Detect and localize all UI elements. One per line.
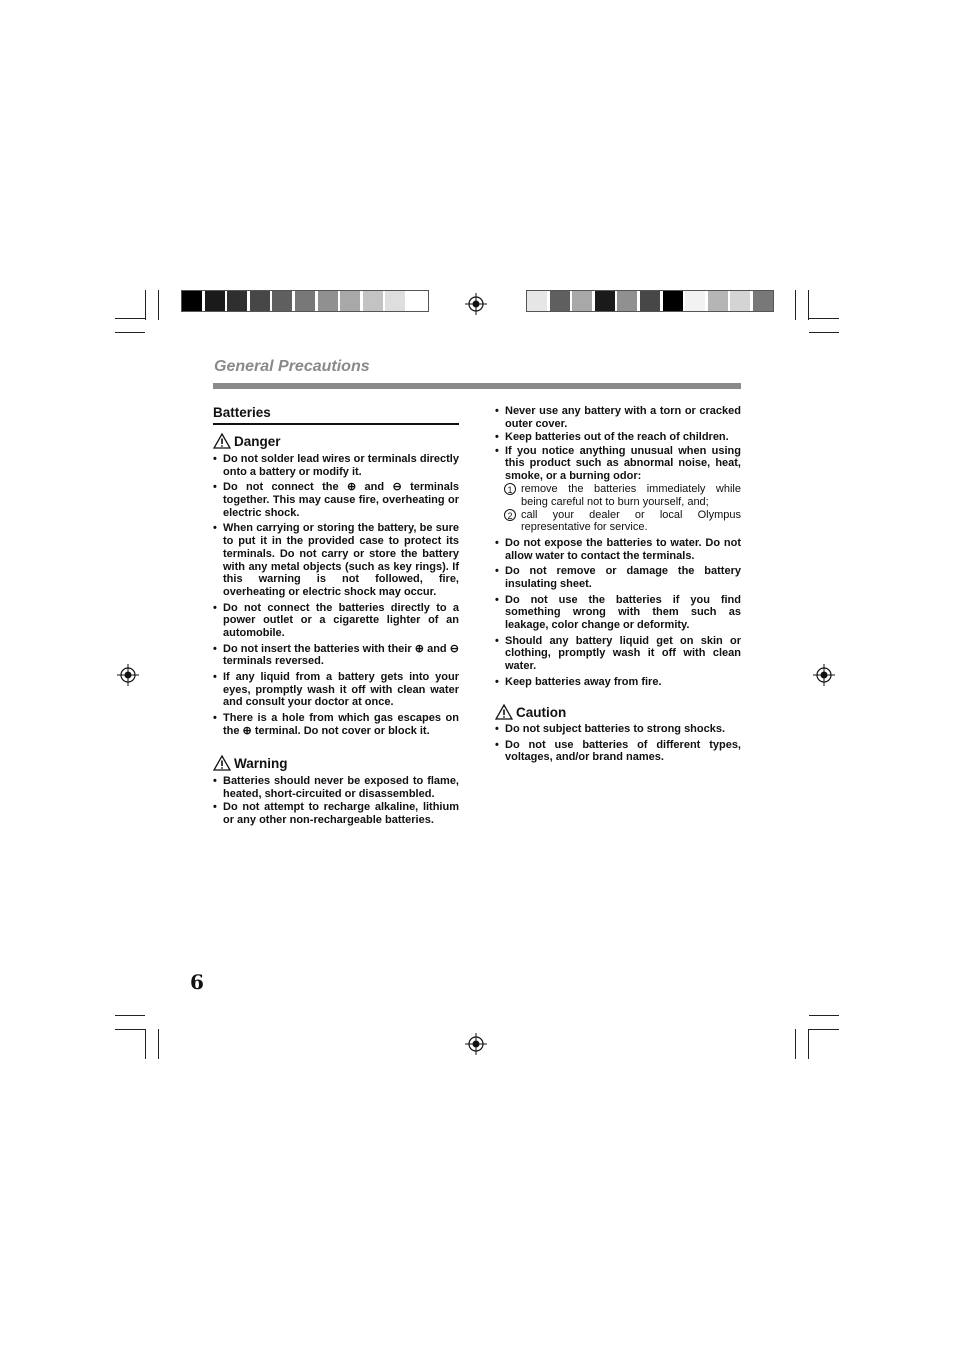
list-item: • Do not remove or damage the battery insulating sheet.: [495, 565, 741, 591]
list-item: • Do not connect the ⊕ and ⊖ terminals together. This may cause fire, overheating or electric shock.: [213, 481, 459, 519]
list-item: • Keep batteries away from fire.: [495, 676, 741, 689]
numbered-steps: [504, 483, 741, 534]
list-item: • Do not subject batteries to strong shocks.: [495, 723, 741, 736]
list-item: • If you notice anything unusual when using this product such as abnormal noise, heat, smoke, or a burning odor:: [495, 445, 741, 483]
list-item: • If any liquid from a battery gets into your eyes, promptly wash it off with clean water and consult your doctor at once.: [213, 671, 459, 709]
warning-triangle-icon: [495, 704, 513, 720]
list-item: • Do not insert the batteries with their ⊕ and ⊖ terminals reversed.: [213, 643, 459, 669]
color-swatch: [295, 291, 315, 311]
list-item: • Do not expose the batteries to water. Do not allow water to contact the terminals.: [495, 537, 741, 563]
color-swatch: [385, 291, 405, 311]
step-number: 2: [504, 509, 516, 521]
color-swatch: [205, 291, 225, 311]
color-swatch: [182, 291, 202, 311]
list-item: • Do not solder lead wires or terminals directly onto a battery or modify it.: [213, 453, 459, 479]
list-item: • There is a hole from which gas escapes on the ⊕ terminal. Do not cover or block it.: [213, 712, 459, 738]
step-number: 1: [504, 483, 516, 495]
batteries-heading: Batteries: [213, 405, 271, 420]
list-item: • When carrying or storing the battery, be sure to put it in the provided case to protect its terminals. Do not carry or store the battery with any metal objects (such as key rings). If this warning is not followed, fire, overheating or electric shock may occur.: [213, 522, 459, 599]
list-item: • Never use any battery with a torn or cracked outer cover.: [495, 405, 741, 431]
crop-mark: [809, 1029, 839, 1030]
title-bar: [213, 383, 741, 389]
heading-rule: [213, 423, 459, 425]
danger-list: [213, 453, 459, 737]
crop-mark: [158, 290, 159, 320]
warning-list-continued-2: [495, 537, 741, 688]
crop-mark: [115, 1029, 145, 1030]
color-swatch: [572, 291, 592, 311]
color-swatch: [227, 291, 247, 311]
crop-mark: [115, 1015, 145, 1016]
color-swatch: [408, 291, 428, 311]
color-swatch: [550, 291, 570, 311]
registration-mark-icon: [465, 293, 487, 315]
color-swatch: [340, 291, 360, 311]
color-swatch: [640, 291, 660, 311]
color-bar-right: [526, 290, 774, 312]
caution-list: [495, 723, 741, 764]
step-text: call your dealer or local Olympus representative for service.: [521, 508, 741, 534]
color-swatch: [685, 291, 705, 311]
color-swatch: [730, 291, 750, 311]
step-item: [504, 483, 741, 509]
warning-list-continued: [495, 405, 741, 483]
list-item: • Do not use batteries of different types, voltages, and/or brand names.: [495, 739, 741, 765]
crop-mark: [158, 1029, 159, 1059]
step-item: [504, 509, 741, 535]
danger-heading: [213, 433, 459, 449]
crop-mark: [809, 332, 839, 333]
color-bar-left: [181, 290, 429, 312]
crop-mark: [808, 1029, 809, 1059]
warning-heading: [213, 755, 459, 771]
color-swatch: [753, 291, 773, 311]
crop-mark: [809, 1015, 839, 1016]
page-number: 6: [190, 970, 204, 994]
caution-heading: [495, 704, 741, 720]
color-swatch: [617, 291, 637, 311]
color-swatch: [363, 291, 383, 311]
registration-mark-icon: [813, 664, 835, 686]
color-swatch: [272, 291, 292, 311]
danger-title: Danger: [234, 433, 281, 449]
color-swatch: [250, 291, 270, 311]
caution-title: Caution: [516, 704, 567, 720]
crop-mark: [145, 290, 146, 320]
crop-mark: [795, 290, 796, 320]
crop-mark: [808, 290, 809, 320]
color-swatch: [318, 291, 338, 311]
left-column: [213, 405, 459, 829]
right-column: [495, 405, 741, 767]
crop-mark: [115, 318, 145, 319]
crop-mark: [809, 318, 839, 319]
color-swatch: [708, 291, 728, 311]
registration-mark-icon: [465, 1033, 487, 1055]
crop-mark: [145, 1029, 146, 1059]
warning-list: [213, 775, 459, 826]
section-title: General Precautions: [214, 358, 370, 375]
step-text: remove the batteries immediately while being careful not to burn yourself, and;: [521, 482, 741, 508]
warning-triangle-icon: [213, 755, 231, 771]
color-swatch: [663, 291, 683, 311]
list-item: • Do not connect the batteries directly to a power outlet or a cigarette lighter of an automobile.: [213, 602, 459, 640]
registration-mark-icon: [117, 664, 139, 686]
color-swatch: [527, 291, 547, 311]
list-item: • Batteries should never be exposed to flame, heated, short-circuited or disassembled.: [213, 775, 459, 801]
list-item: • Do not use the batteries if you find something wrong with them such as leakage, color change or deformity.: [495, 594, 741, 632]
list-item: • Should any battery liquid get on skin or clothing, promptly wash it off with clean water.: [495, 635, 741, 673]
crop-mark: [795, 1029, 796, 1059]
warning-triangle-icon: [213, 433, 231, 449]
color-swatch: [595, 291, 615, 311]
crop-mark: [115, 332, 145, 333]
warning-title: Warning: [234, 755, 288, 771]
list-item: • Do not attempt to recharge alkaline, lithium or any other non-rechargeable batteries.: [213, 801, 459, 827]
list-item: • Keep batteries out of the reach of children.: [495, 431, 741, 444]
